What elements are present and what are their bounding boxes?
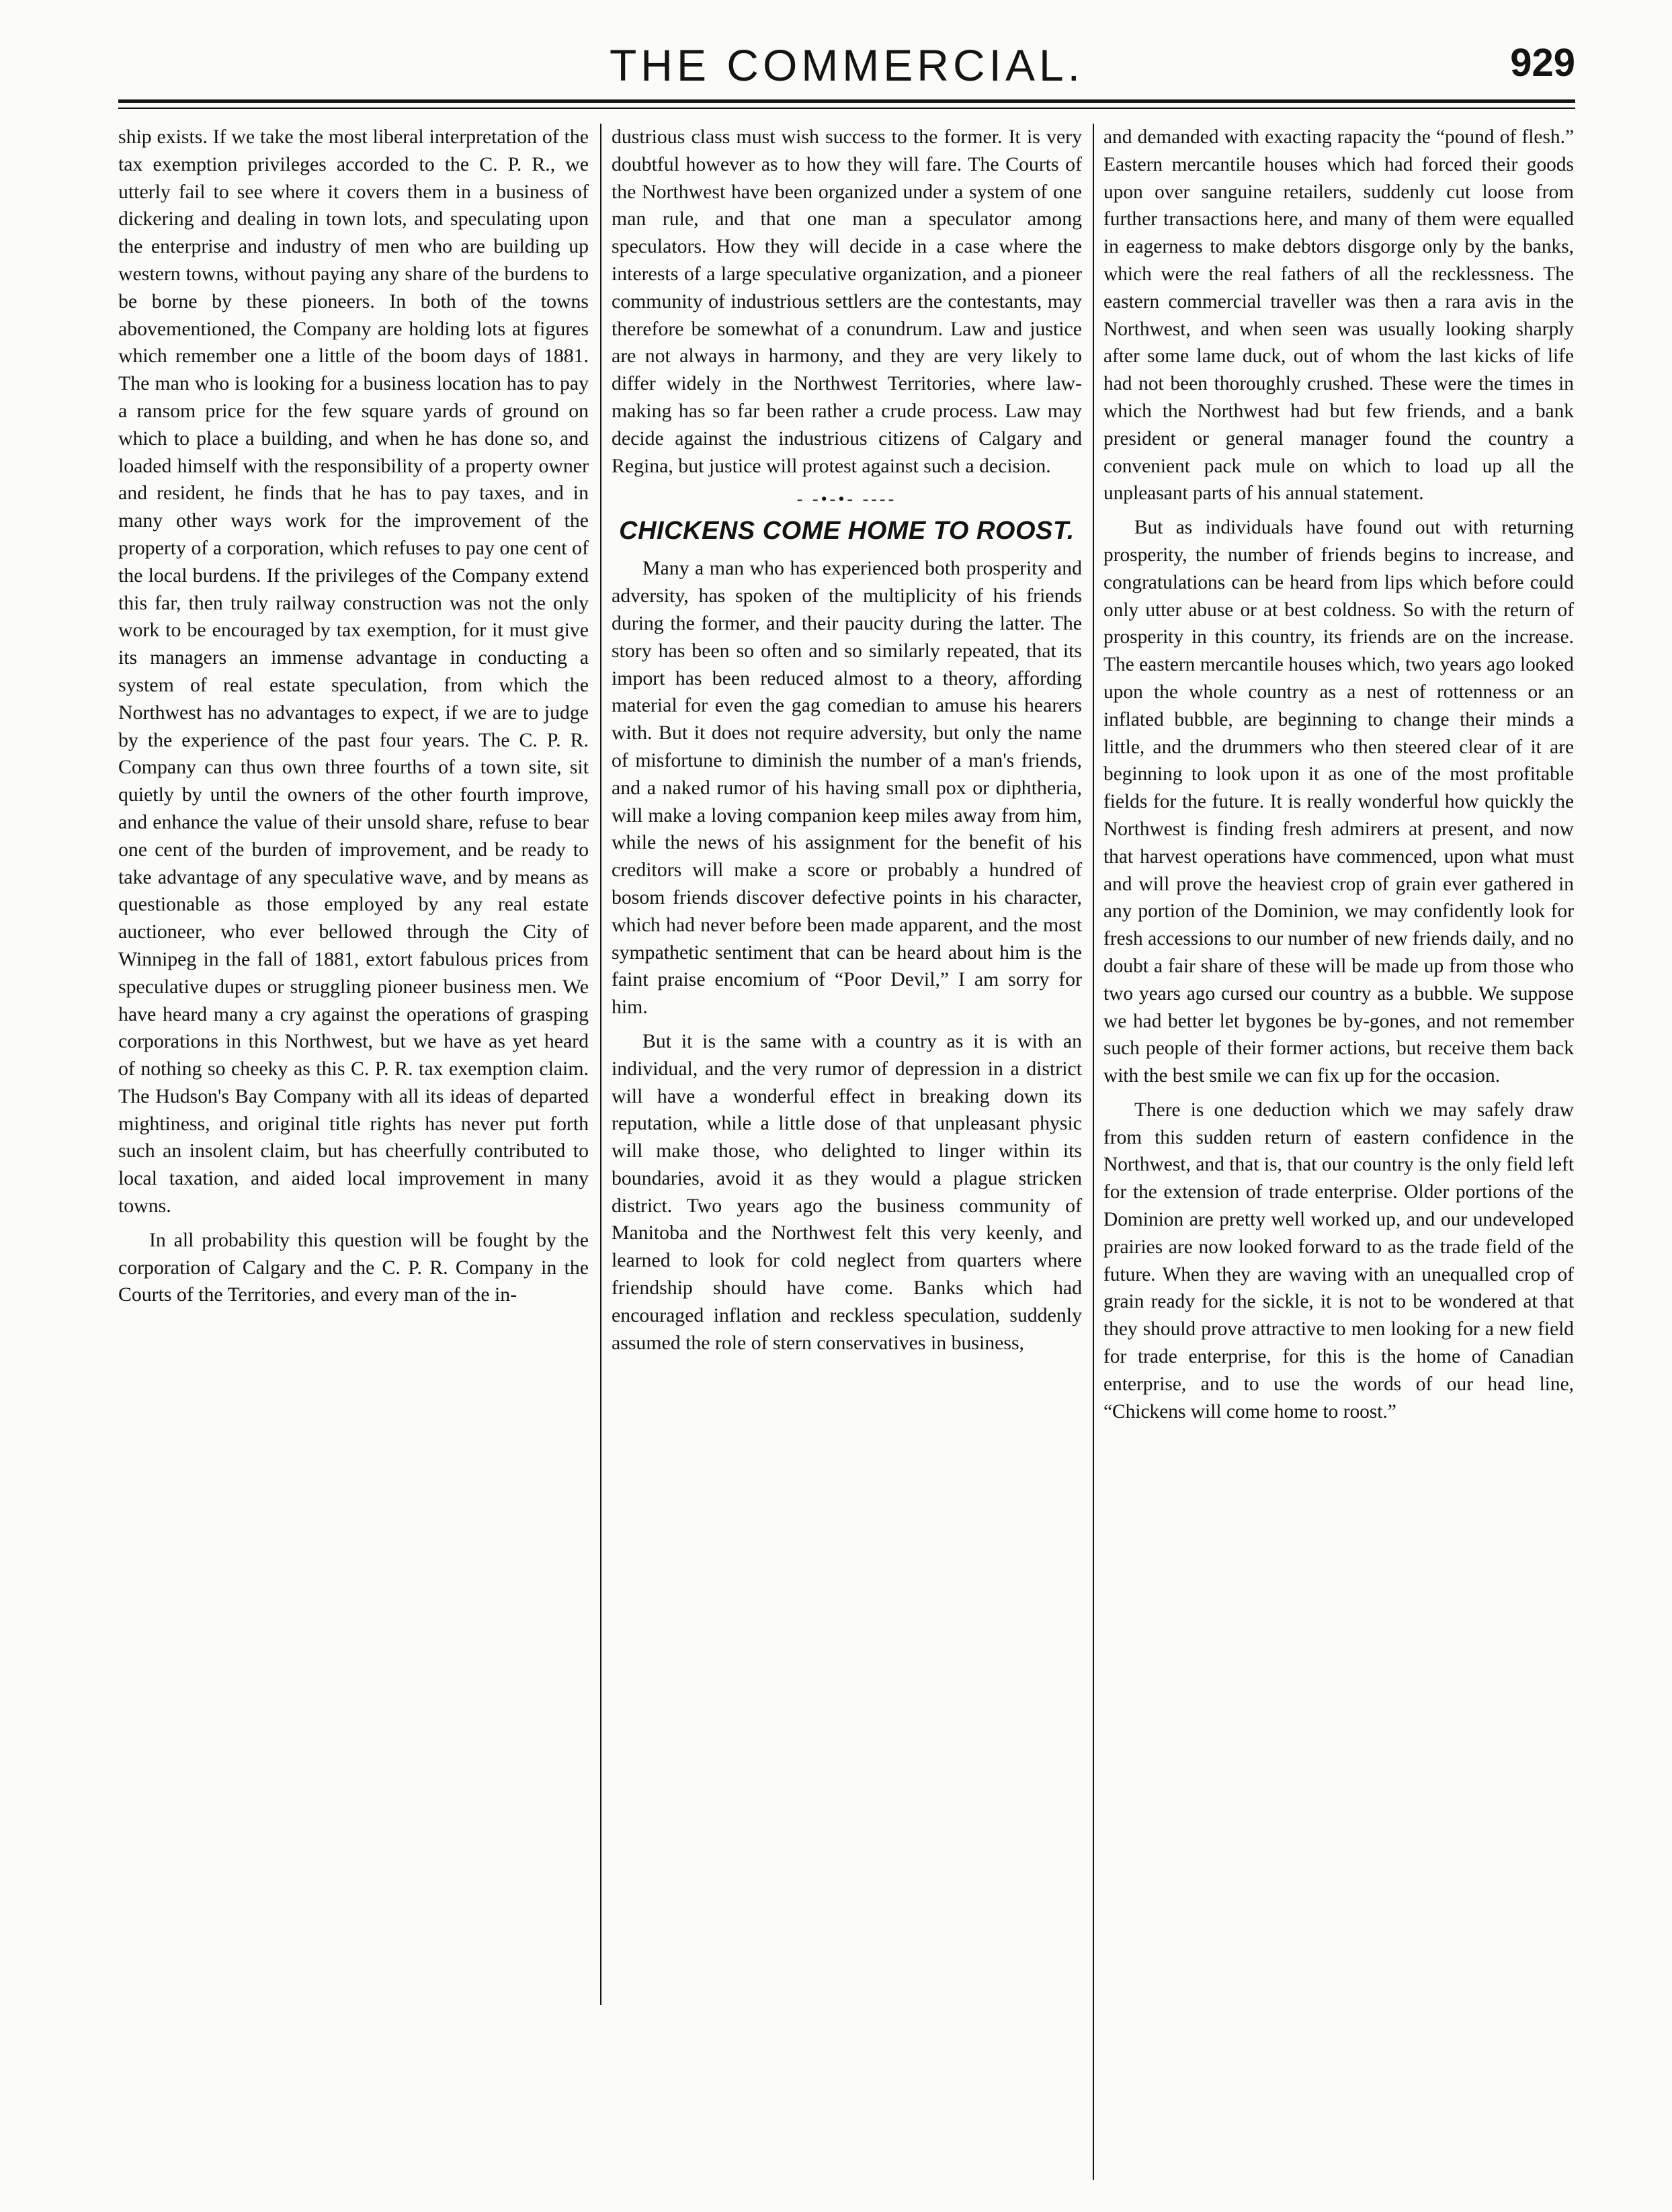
section-divider: - -•-•- ----: [796, 489, 897, 509]
column-divider-2: [1093, 124, 1094, 2180]
masthead: [118, 35, 1575, 102]
publication-title: THE COMMERCIAL.: [609, 40, 1085, 90]
column-divider-1: [600, 124, 601, 2005]
column-1: [118, 124, 589, 1309]
column-3: [1103, 124, 1574, 1425]
masthead-rule-thick: [118, 99, 1575, 103]
masthead-rule-thin: [118, 108, 1575, 109]
article-paragraph: dustrious class must wish success to the former. It is very doubtful however as to how they will fare. The Courts of the Northwest have been organized under a system of one man rule, and that one man a speculator among speculators. How they will decide in a case where the interests of a large speculative organization, and a pioneer community of industrious settlers are the contestants, may therefore be somewhat of a conundrum. Law and justice are not always in harmony, and they are very likely to differ widely in the Northwest Territories, where law-making has so far been rather a crude process. Law may decide against the industrious citizens of Calgary and Regina, but justice will protest against such a decision.: [612, 126, 1082, 477]
article-paragraph: ship exists. If we take the most liberal interpretation of the tax exemption privileges accorded to the C. P. R., we utterly fail to see where it covers them in a business of dickering and dealing in town lots, and speculating upon the enterprise and industry of men who are building up western towns, without paying any share of the burdens to be borne by these pioneers. In both of the towns abovementioned, the Company are holding lots at figures which remember one a little of the boom days of 1881. The man who is looking for a business location has to pay a ransom price for the few square yards of ground on which to place a building, and when he has done so, and loaded himself with the responsibility of a property owner and resident, he finds that he has to pay taxes, and in many other ways work for the improvement of the property of a corporation, which refuses to pay one cent of the local burdens. If the privileges of the Company extend this far, then truly railway construction was not the only work to be encouraged by tax exemption, for it must give its managers an immense advantage in conducting a system of real estate speculation, from which the Northwest has no advantages to expect, if we are to judge by the experience of the past four years. The C. P. R. Company can thus own three fourths of a town site, sit quietly by until the owners of the other fourth improve, and enhance the value of their unsold share, refuse to bear one cent of the burden of improvement, and be ready to take advantage of any speculative wave, and by means as questionable as those employed by any real estate auctioneer, who ever bellowed through the City of Winnipeg in the fall of 1881, extort fabulous prices from speculative dupes or struggling pioneer business men. We have heard many a cry against the operations of grasping corporations in this Northwest, but we have as yet heard of nothing so cheeky as this C. P. R. tax exemption claim. The Hudson's Bay Company with all its ideas of departed mightiness, and original title rights has never put forth such an insolent claim, but has cheerfully contributed to local taxation, and aided local improvement in many towns.: [118, 126, 589, 1218]
article-paragraph: But it is the same with a country as it is with an individual, and the very rumor of depression in a district will have a wonderful effect in breaking down its reputation, while a little dose of that unpleasant physic will make those, who delighted to linger within its boundaries, avoid it as they would a plague stricken district. Two years ago the business community of Manitoba and the Northwest felt this very keenly, and learned to look for cold neglect from quarters where friendship should have come. Banks which had encouraged inflation and reckless speculation, suddenly assumed the role of stern conservatives in business,: [612, 1029, 1082, 1354]
article-paragraph: There is one deduction which we may safely draw from this sudden return of eastern confidence in the Northwest, and that is, that our country is the only field left for the extension of trade enterprise. Older portions of the Dominion are pretty well worked up, and our undeveloped prairies are now looked forward to as the trade field of the future. When they are waving with an unequalled crop of grain ready for the sickle, it is not to be wondered at that they should prove attractive to men looking for a new field for trade enterprise, for this is the home of Canadian enterprise, and to use the words of our head line, “Chickens will come home to roost.”: [1103, 1099, 1574, 1422]
page-number: 929: [1510, 41, 1575, 85]
article-paragraph: But as individuals have found out with returning prosperity, the number of friends begins to increase, and congratulations can be heard from lips which before could only utter abuse or at best coldness. So with the return of prosperity in this country, its friends are on the increase. The eastern mercantile houses which, two years ago looked upon the whole country as a nest of rottenness or an inflated bubble, are beginning to change their minds a little, and the drummers who then steered clear of it are beginning to look upon it as one of the most profitable fields for the future. It is really wonderful how quickly the Northwest is finding fresh admirers at present, and now that harvest operations have commenced, upon what must and will prove the heaviest crop of grain ever gathered in any portion of the Dominion, we may confidently look for fresh accessions to our number of new friends daily, and no doubt a fair share of these will be made up from those who two years ago cursed our country as a bubble. We suppose we had better let bygones be by-gones, and not remember such people of their former actions, but receive them back with the best smile we can fix up for the occasion.: [1103, 517, 1574, 1087]
article-headline: CHICKENS COME HOME TO ROOST.: [619, 517, 1075, 546]
article-paragraph: Many a man who has experienced both prosperity and adversity, has spoken of the multiplicity of his friends during the former, and their paucity during the latter. The story has been so often and so similarly repeated, that its import has been reduced almost to a theory, affording material for even the gag comedian to amuse his hearers with. But it does not require adversity, but only the name of misfortune to diminish the number of a man's friends, and a naked rumor of his having small pox or diphtheria, will make a loving companion keep miles away from him, while the news of his assignment for the benefit of his creditors will make a score or probably a hundred of bosom friends discover defective points in his character, which had never before been made apparent, and the most sympathetic sentiment that can be heard about him is the faint praise encomium of “Poor Devil,” I am sorry for him.: [612, 557, 1082, 1019]
column-2: [612, 124, 1082, 1357]
article-paragraph: and demanded with exacting rapacity the “pound of flesh.” Eastern mercantile houses which had forced their goods upon over sanguine retailers, suddenly cut loose from further transactions here, and many of them were equalled in eagerness to make debtors disgorge only by the banks, which were the real fathers of all the recklessness. The eastern commercial traveller was then a rara avis in the Northwest, and when seen was usually looking sharply after some lame duck, out of whom the last kicks of life had not been thoroughly crushed. These were the times in which the Northwest had but few friends, and a bank president or general manager found the country a convenient pack mule on which to load up all the unpleasant parts of his annual statement.: [1103, 126, 1574, 505]
article-paragraph: In all probability this question will be fought by the corporation of Calgary and the C. P. R. Company in the Courts of the Territories, and every man of the in-: [118, 1228, 589, 1306]
